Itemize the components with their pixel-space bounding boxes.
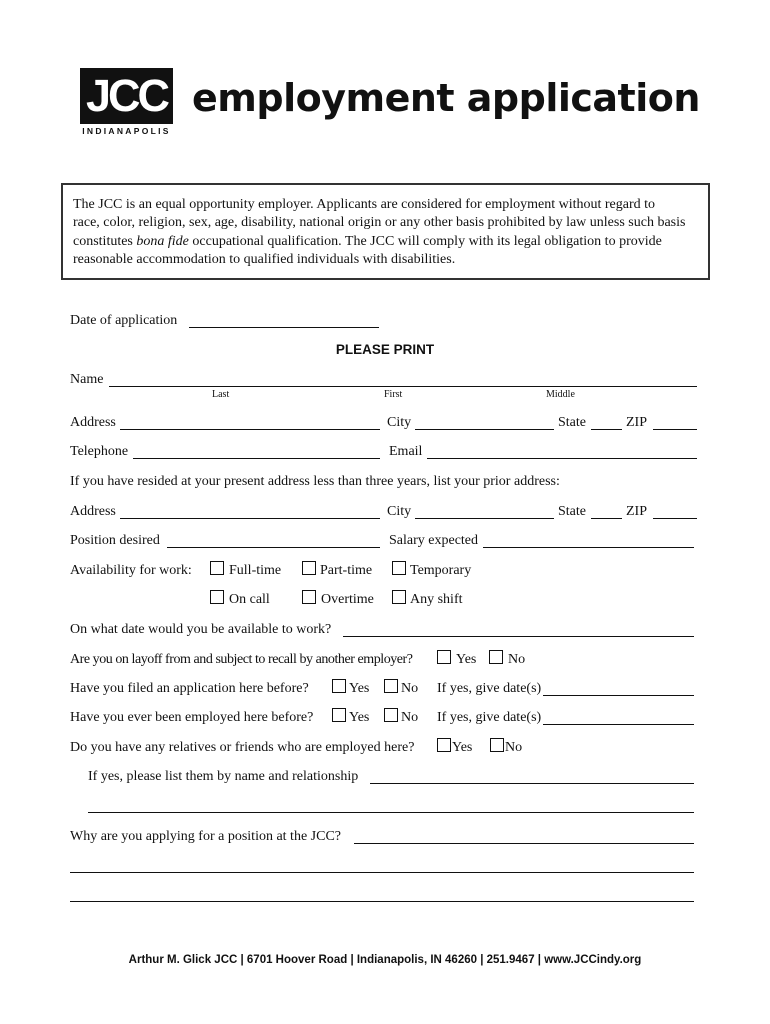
date-field[interactable] xyxy=(189,327,379,328)
availability-label: Availability for work: xyxy=(70,563,192,578)
city-field[interactable] xyxy=(415,429,554,430)
available-date-field[interactable] xyxy=(343,636,694,637)
filed-question: Have you filed an application here before? xyxy=(70,681,309,696)
zip-label: ZIP xyxy=(626,415,647,430)
jcc-logo xyxy=(80,68,173,124)
filed-dates-field[interactable] xyxy=(543,695,694,696)
position-field[interactable] xyxy=(167,547,380,548)
why-field-3[interactable] xyxy=(70,901,694,902)
salary-field[interactable] xyxy=(483,547,694,548)
parttime-checkbox[interactable] xyxy=(302,561,316,575)
employed-dates-field[interactable] xyxy=(543,724,694,725)
address-field[interactable] xyxy=(120,429,380,430)
address-label: Address xyxy=(70,415,116,430)
layoff-yes-checkbox[interactable] xyxy=(437,650,451,664)
telephone-label: Telephone xyxy=(70,444,129,459)
oncall-checkbox[interactable] xyxy=(210,590,224,604)
notice-text: occupational qualification. The JCC will comply with its legal obligation to provide xyxy=(188,233,662,249)
relatives-question: Do you have any relatives or friends who are employed here? xyxy=(70,740,415,755)
parttime-label: Part-time xyxy=(320,563,373,578)
date-label: Date of application xyxy=(70,313,178,328)
employed-no-label: No xyxy=(401,710,419,725)
email-label: Email xyxy=(389,444,423,459)
prior-zip-field[interactable] xyxy=(653,518,697,519)
prior-address-prompt: If you have resided at your present address less than three years, list your prior address: xyxy=(70,474,560,489)
relatives-no-label: No xyxy=(505,740,523,755)
state-label: State xyxy=(558,415,586,430)
telephone-field[interactable] xyxy=(133,458,380,459)
prior-address-label: Address xyxy=(70,504,116,519)
overtime-checkbox[interactable] xyxy=(302,590,316,604)
temporary-checkbox[interactable] xyxy=(392,561,406,575)
relatives-list-field-2[interactable] xyxy=(88,812,694,813)
layoff-no-label: No xyxy=(508,652,526,667)
filed-no-checkbox[interactable] xyxy=(384,679,398,693)
salary-label: Salary expected xyxy=(389,533,479,548)
footer-contact: Arthur M. Glick JCC | 6701 Hoover Road | Indianapolis, IN 46260 | 251.9467 | www.JCCindy.org xyxy=(128,954,642,966)
why-field[interactable] xyxy=(354,843,694,844)
prior-address-field[interactable] xyxy=(120,518,380,519)
notice-line: race, color, religion, sex, age, disability, national origin or any other basis prohibited by law unless such basis xyxy=(73,215,686,231)
layoff-yes-label: Yes xyxy=(456,652,477,667)
prior-zip-label: ZIP xyxy=(626,504,647,519)
relatives-yes-checkbox[interactable] xyxy=(437,738,451,752)
filed-yes-checkbox[interactable] xyxy=(332,679,346,693)
temporary-label: Temporary xyxy=(410,563,472,578)
notice-italic: bona fide xyxy=(136,233,189,249)
layoff-question: Are you on layoff from and subject to recall by another employer? xyxy=(70,652,413,667)
anyshift-label: Any shift xyxy=(410,592,463,607)
name-middle-caption: Middle xyxy=(546,389,575,400)
layoff-no-checkbox[interactable] xyxy=(489,650,503,664)
prior-city-label: City xyxy=(387,504,412,519)
filed-no-label: No xyxy=(401,681,419,696)
logo-text: JCC xyxy=(85,70,168,121)
name-label: Name xyxy=(70,372,104,387)
state-field[interactable] xyxy=(591,429,622,430)
fulltime-label: Full-time xyxy=(229,563,282,578)
prior-state-field[interactable] xyxy=(591,518,622,519)
employed-question: Have you ever been employed here before? xyxy=(70,710,314,725)
name-last-caption: Last xyxy=(212,389,230,400)
city-label: City xyxy=(387,415,412,430)
filed-yes-label: Yes xyxy=(349,681,370,696)
anyshift-checkbox[interactable] xyxy=(392,590,406,604)
why-question: Why are you applying for a position at the JCC? xyxy=(70,829,341,844)
name-field[interactable] xyxy=(109,386,697,387)
logo-subtext: INDIANAPOLIS xyxy=(82,126,171,136)
notice-line: The JCC is an equal opportunity employer. Applicants are considered for employment without regard to xyxy=(73,197,656,212)
available-date-question: On what date would you be available to work? xyxy=(70,622,332,637)
employed-no-checkbox[interactable] xyxy=(384,708,398,722)
relatives-yes-label: Yes xyxy=(452,740,473,755)
relatives-list-label: If yes, please list them by name and relationship xyxy=(88,769,359,784)
please-print: PLEASE PRINT xyxy=(335,342,435,357)
oncall-label: On call xyxy=(229,592,270,607)
employed-yes-label: Yes xyxy=(349,710,370,725)
prior-city-field[interactable] xyxy=(415,518,554,519)
notice-line: reasonable accommodation to qualified individuals with disabilities. xyxy=(73,252,456,268)
page-title: employment application xyxy=(192,76,700,120)
name-first-caption: First xyxy=(384,389,403,400)
prior-state-label: State xyxy=(558,504,586,519)
why-field-2[interactable] xyxy=(70,872,694,873)
email-field[interactable] xyxy=(427,458,697,459)
employed-yes-checkbox[interactable] xyxy=(332,708,346,722)
relatives-no-checkbox[interactable] xyxy=(490,738,504,752)
fulltime-checkbox[interactable] xyxy=(210,561,224,575)
relatives-list-field[interactable] xyxy=(370,783,694,784)
filed-dates-label: If yes, give date(s) xyxy=(437,681,542,696)
eeo-notice xyxy=(61,183,710,280)
position-label: Position desired xyxy=(70,533,160,548)
zip-field[interactable] xyxy=(653,429,697,430)
notice-line xyxy=(73,233,696,251)
notice-text: constitutes xyxy=(73,233,137,249)
overtime-label: Overtime xyxy=(321,592,374,607)
employed-dates-label: If yes, give date(s) xyxy=(437,710,542,725)
